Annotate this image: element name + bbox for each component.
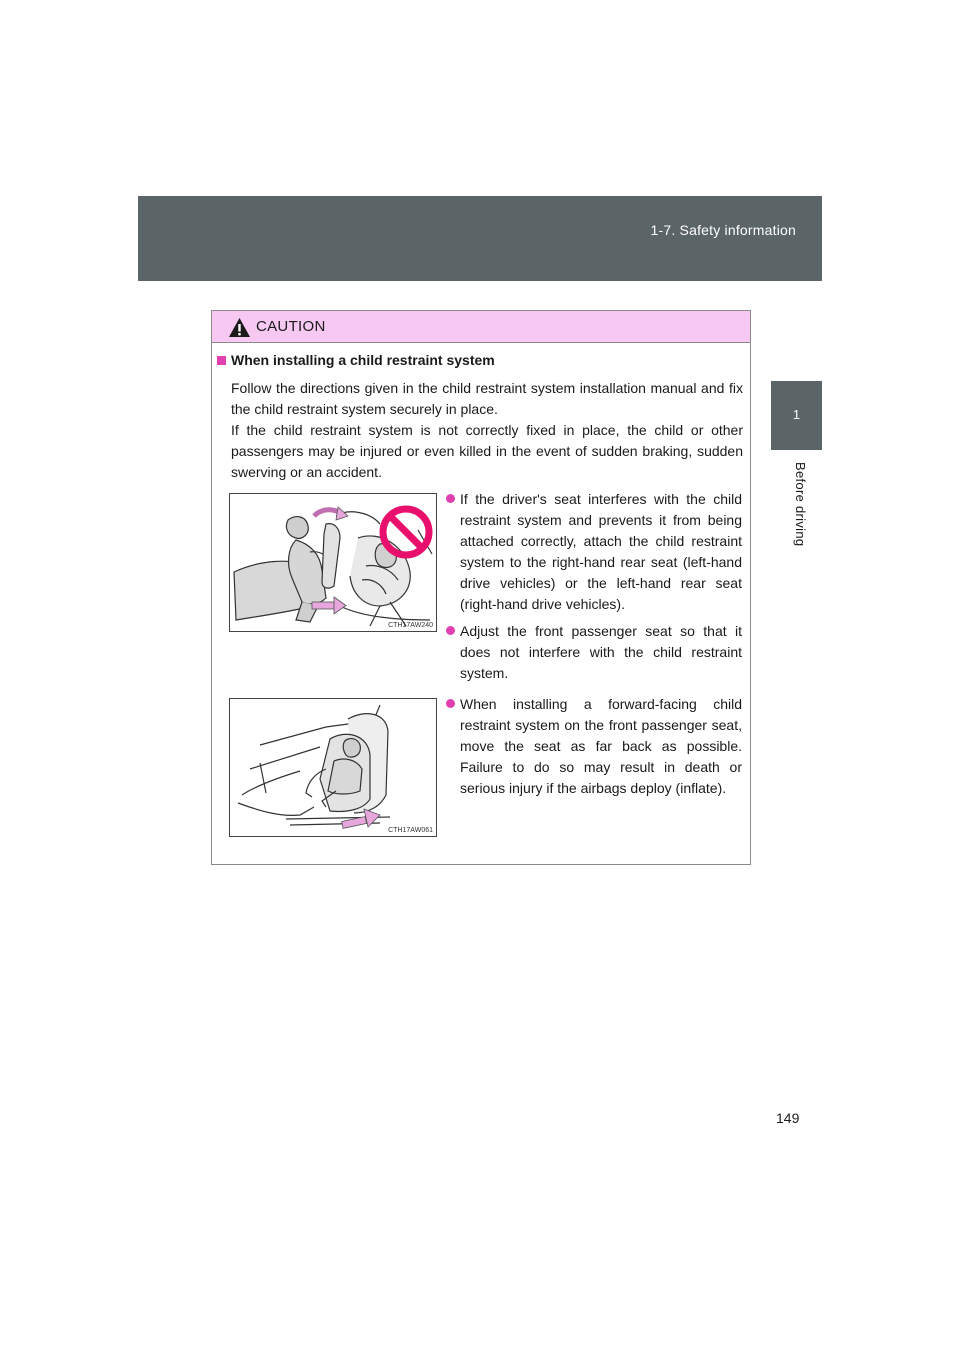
caution-heading-text: When installing a child restraint system xyxy=(231,352,495,368)
list-item-text: If the driver's seat interferes with the child restraint system and prevents it from being attached correctly, attach the child restraint system to the right-hand rear seat (left-hand drive vehicles) or the left-hand rear seat (right-hand drive vehicles). xyxy=(460,491,742,612)
round-bullet-icon xyxy=(446,699,455,708)
list-item xyxy=(446,621,742,684)
chapter-label: Before driving xyxy=(793,462,808,547)
caution-paragraph-1: Follow the directions given in the child restraint system installation manual and fix the child restraint system securely in place. xyxy=(231,380,743,417)
bullet-list-1 xyxy=(446,489,742,690)
page-number: 149 xyxy=(776,1110,800,1126)
figure-code: CTH17AW240 xyxy=(388,622,433,629)
figure-code: CTH17AW061 xyxy=(388,827,433,834)
list-item-text: Adjust the front passenger seat so that it does not interfere with the child restraint system. xyxy=(460,623,742,681)
driver-seat-illustration xyxy=(230,494,436,631)
caution-header xyxy=(212,311,750,343)
caution-box xyxy=(211,310,751,865)
round-bullet-icon xyxy=(446,626,455,635)
list-item xyxy=(446,694,742,799)
caution-paragraph-2: If the child restraint system is not correctly fixed in place, the child or other passengers may be injured or even killed in the event of sudden braking, sudden swerving or an accident. xyxy=(231,422,743,480)
section-header-band xyxy=(138,196,822,281)
caution-heading xyxy=(217,352,495,368)
list-item-text: When installing a forward-facing child restraint system on the front passenger seat, move the seat as far back as possible. Failure to do so may result in death or serious injury if the airbags deploy (inflate). xyxy=(460,696,742,796)
forward-facing-seat-illustration xyxy=(230,699,436,836)
round-bullet-icon xyxy=(446,494,455,503)
figure-driver-seat-interference xyxy=(229,493,437,632)
square-bullet-icon xyxy=(217,356,226,365)
section-title: 1-7. Safety information xyxy=(650,222,796,238)
figure-forward-facing-seat xyxy=(229,698,437,837)
warning-icon xyxy=(228,317,251,338)
list-item xyxy=(446,489,742,615)
bullet-list-2 xyxy=(446,694,742,805)
caution-title: CAUTION xyxy=(256,318,326,335)
chapter-tab xyxy=(771,381,822,450)
chapter-number: 1 xyxy=(792,407,801,422)
